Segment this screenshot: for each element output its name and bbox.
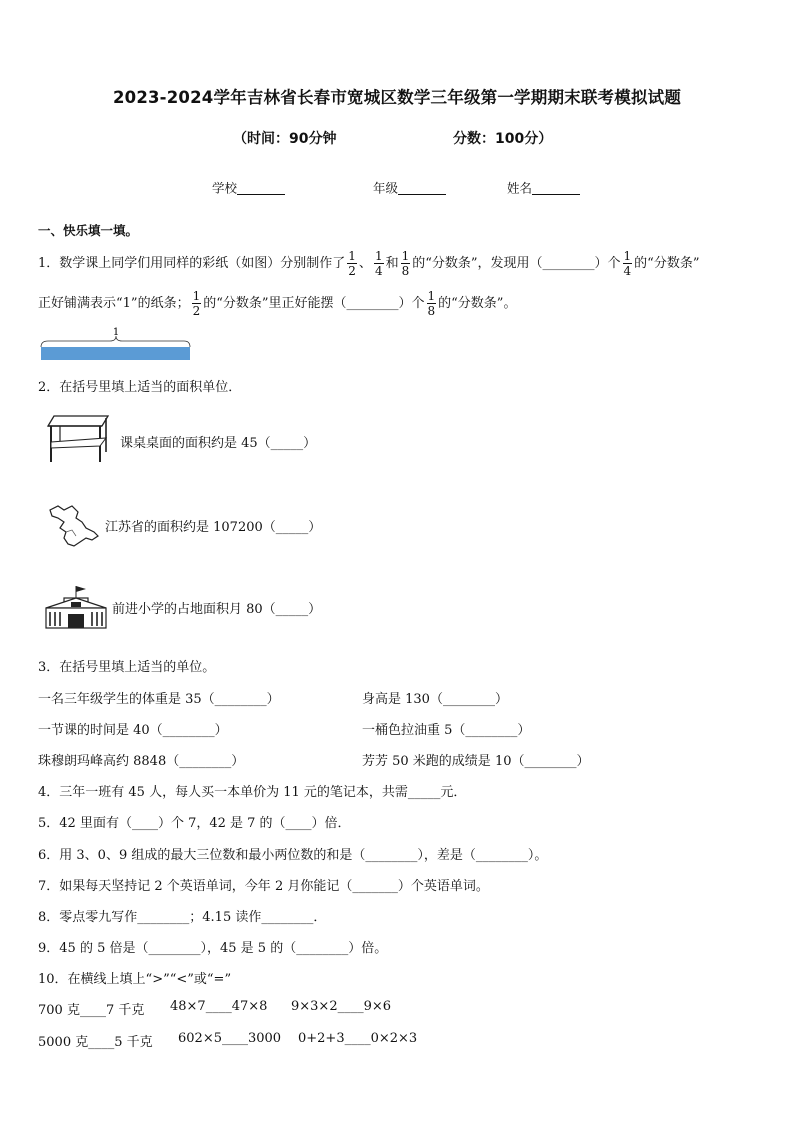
question-3-right-2: 一桶色拉油重 5（________） [362, 723, 531, 738]
question-8: 8．零点零九写作________；4.15 读作________． [38, 910, 327, 925]
question-3-left-2: 一节课的时间是 40（________） [38, 723, 228, 738]
exam-time: （时间：90分钟 [233, 131, 337, 147]
question-2-stem: 2．在括号里填上适当的面积单位． [38, 380, 242, 395]
question-10-row1-a: 700 克____7 千克 [38, 1003, 145, 1018]
section-heading: 一、快乐填一填。 [38, 223, 139, 238]
desk-icon [46, 414, 112, 466]
question-3-left-1: 一名三年级学生的体重是 35（________） [38, 692, 280, 707]
question-10-row2-b: 602×5____3000 [178, 1031, 282, 1046]
page-title: 2023-2024学年吉林省长春市宽城区数学三年级第一学期期末联考模拟试题 [112, 88, 682, 107]
question-3-right-1: 身高是 130（________） [362, 692, 508, 707]
question-3-left-3: 珠穆朗玛峰高约 8848（________） [38, 754, 245, 769]
question-9: 9．45 的 5 倍是（________），45 是 5 的（________）倍。 [38, 941, 388, 956]
question-1-line-1: 1．数学课上同学们用同样的彩纸（如图）分别制作了 $\frac{1}{2}$ 、 $\frac{1}{4}$ 和 $\frac{1}{8}$ 的“分数条”，发现用（________）个 $\frac{1}{4}$ 的“分数条” [38, 249, 700, 278]
name-field[interactable]: 姓名 [507, 182, 580, 195]
question-2-item-2: 江苏省的面积约是 107200（_____） [105, 520, 322, 535]
question-10-row1-c: 9×3×2____9×6 [291, 999, 392, 1014]
question-2-item-3: 前进小学的占地面积月 80（_____） [112, 602, 322, 617]
jiangsu-map-icon [46, 502, 102, 548]
school-building-icon [44, 584, 108, 632]
question-10-stem: 10．在横线上填上“>”“<”或“=” [38, 972, 232, 987]
question-6: 6．用 3、0、9 组成的最大三位数和最小两位数的和是（________），差是（________）。 [38, 848, 548, 863]
paper-strip-figure [40, 325, 192, 365]
question-2-item-1: 课桌桌面的面积约是 45（_____） [120, 436, 317, 451]
school-field[interactable]: 学校 [212, 182, 285, 195]
question-10-row2-c: 0+2+3____0×2×3 [298, 1031, 418, 1046]
strip-label: 1 [112, 327, 120, 338]
question-5: 5．42 里面有（____）个 7，42 是 7 的（____）倍． [38, 816, 351, 831]
question-7: 7．如果每天坚持记 2 个英语单词，今年 2 月你能记（_______）个英语单词。 [38, 879, 489, 894]
question-10-row1-b: 48×7____47×8 [170, 999, 268, 1014]
question-4: 4．三年一班有 45 人，每人买一本单价为 11 元的笔记本，共需_____元． [38, 785, 467, 800]
question-3-right-3: 芳芳 50 米跑的成绩是 10（________） [362, 754, 590, 769]
exam-score: 分数：100分） [453, 131, 553, 147]
question-1-line-2: 正好铺满表示“1”的纸条； $\frac{1}{2}$ 的“分数条”里正好能摆（________）个 $\frac{1}{8}$ 的“分数条”。 [38, 289, 517, 318]
grade-field[interactable]: 年级 [373, 182, 446, 195]
question-10-row2-a: 5000 克____5 千克 [38, 1035, 153, 1050]
question-3-stem: 3．在括号里填上适当的单位。 [38, 660, 216, 675]
